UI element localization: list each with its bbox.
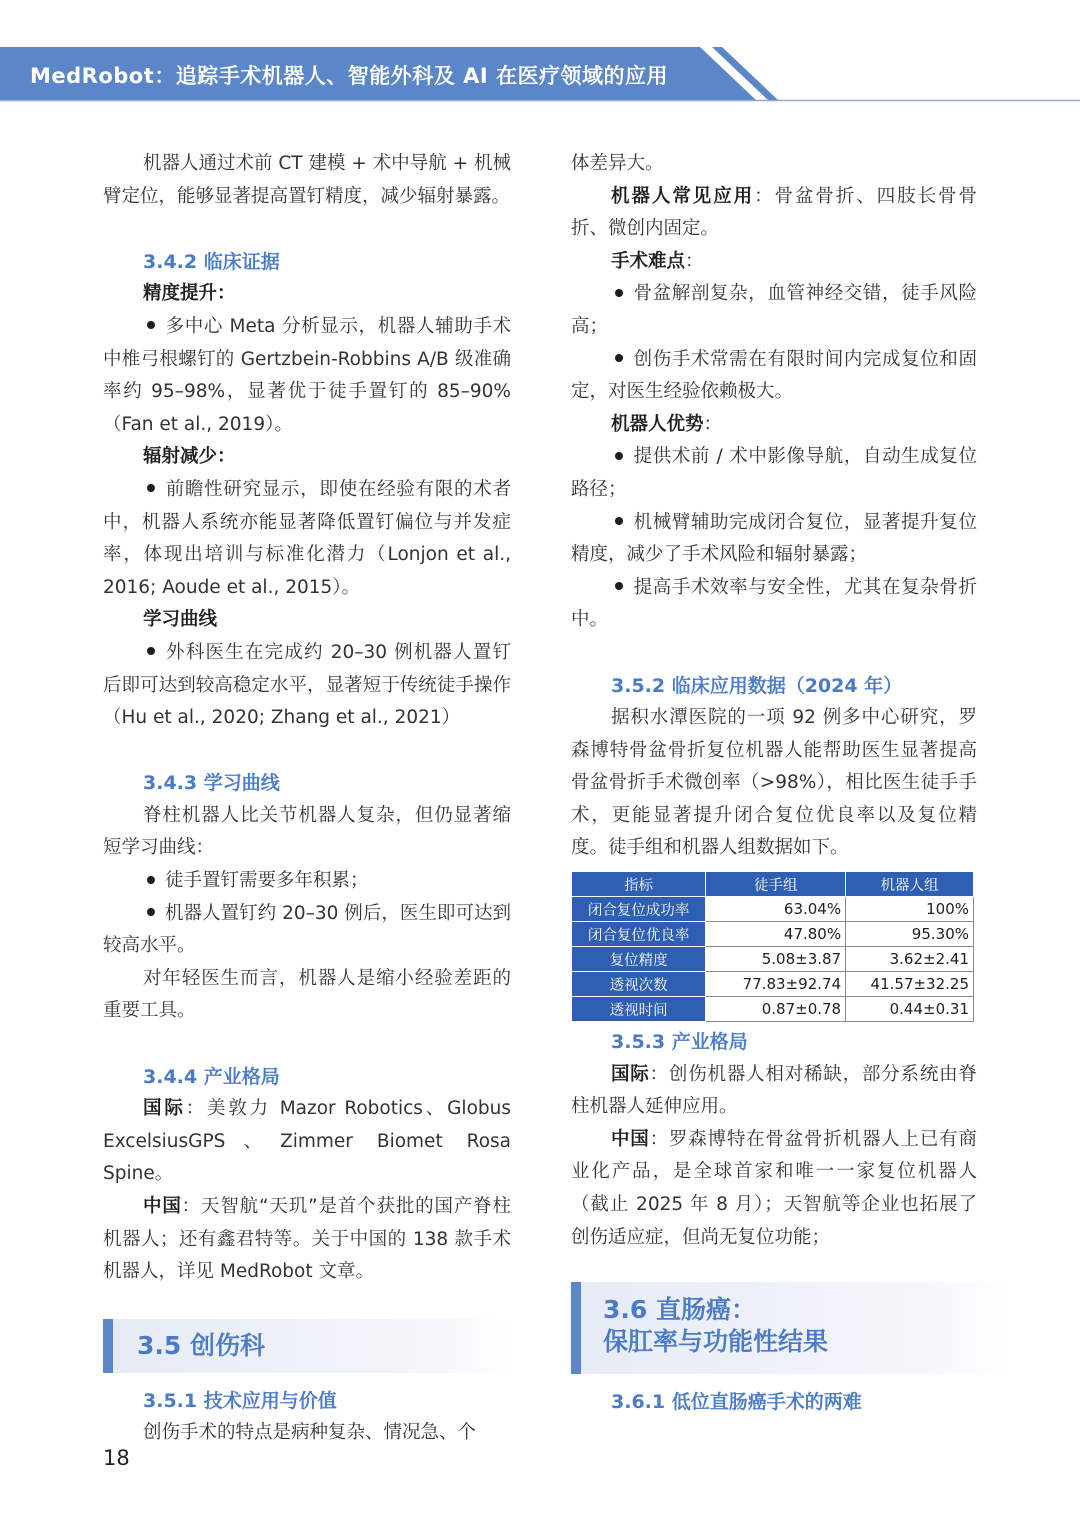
row-label: 闭合复位成功率 bbox=[572, 897, 706, 922]
advantage-bullet-3 bbox=[571, 572, 977, 637]
bullet-icon bbox=[615, 289, 623, 297]
comparison-table bbox=[571, 871, 974, 1022]
table-header: 指标 bbox=[572, 872, 706, 897]
precision-label: 精度提升： bbox=[143, 283, 236, 305]
table-cell: 77.83±92.74 bbox=[706, 972, 846, 997]
s343-bullet-1-text: 徒手置钉需要多年积累； bbox=[165, 870, 369, 892]
table-row bbox=[572, 997, 974, 1022]
radiation-label: 辐射减少： bbox=[143, 446, 236, 468]
table-cell: 5.08±3.87 bbox=[706, 947, 846, 972]
advantage-bullet-2 bbox=[571, 507, 977, 572]
table-cell: 95.30% bbox=[846, 922, 974, 947]
header-banner bbox=[0, 0, 1080, 105]
heading-3-4-2: 3.4.2 临床证据 bbox=[143, 250, 280, 273]
difficulty-1-text: 骨盆解剖复杂，血管神经交错，徒手风险高； bbox=[571, 283, 977, 337]
section-3-6-title-line-2: 保肛率与功能性结果 bbox=[603, 1327, 829, 1357]
s344-international bbox=[103, 1093, 511, 1191]
curve-text: 外科医生在完成约 20–30 例机器人置钉 后即可达到较高稳定水平，显著短于传统徒手操作（Hu et al., 2020; Zhang et al., 2021） bbox=[103, 641, 511, 729]
table-header: 机器人组 bbox=[846, 872, 974, 897]
s353-china bbox=[571, 1124, 977, 1254]
row-label: 透视次数 bbox=[572, 972, 706, 997]
advantage-bullet-1 bbox=[571, 441, 977, 506]
left-column bbox=[103, 148, 511, 1450]
section-3-6-box bbox=[571, 1282, 1006, 1374]
s343-bullet-2 bbox=[103, 898, 511, 963]
s344-china bbox=[103, 1191, 511, 1289]
difficulty-bullet-1 bbox=[571, 278, 977, 343]
table-cell: 47.80% bbox=[706, 922, 846, 947]
intl-text: ：美敦力 Mazor Robotics、Globus ExcelsiusGPS、Zimmer Biomet Rosa Spine。 bbox=[103, 1098, 511, 1185]
bullet-icon bbox=[615, 452, 623, 460]
bullet-icon bbox=[147, 647, 155, 655]
section-3-5-title: 3.5 创伤科 bbox=[137, 1330, 265, 1360]
bullet-icon bbox=[147, 321, 155, 329]
table-cell: 100% bbox=[846, 897, 974, 922]
section-3-6-title-line-1: 3.6 直肠癌： bbox=[603, 1295, 756, 1325]
precision-text: 多中心 Meta 分析显示，机器人辅助手术中椎弓根螺钉的 Gertzbein-Robbins A/B 级准确率约 95–98%，显著优于徒手置钉的 85–90%（Fan et al., 2019）。 bbox=[103, 315, 511, 435]
precision-bullet bbox=[103, 311, 511, 441]
table-cell: 63.04% bbox=[706, 897, 846, 922]
difficulty-label: 手术难点 bbox=[611, 250, 686, 272]
intl-text: ：创伤机器人相对稀缺，部分系统由脊柱机器人延伸应用。 bbox=[571, 1063, 977, 1118]
advantage-colon: ： bbox=[703, 413, 723, 435]
curve-label: 学习曲线 bbox=[143, 609, 218, 631]
s343-bullet-1 bbox=[103, 865, 511, 898]
china-text: ：天智航“天玑”是首个获批的国产脊柱机器人；还有鑫君特等。关于中国的 138 款手术机器人，详见 MedRobot 文章。 bbox=[103, 1196, 511, 1283]
heading-3-4-4: 3.4.4 产业格局 bbox=[143, 1065, 280, 1088]
applications bbox=[571, 181, 977, 246]
document-title: MedRobot：追踪手术机器人、智能外科及 AI 在医疗领域的应用 bbox=[30, 64, 668, 88]
heading-3-6-1: 3.6.1 低位直肠癌手术的两难 bbox=[611, 1391, 862, 1414]
s352-text: 据积水潭医院的一项 92 例多中心研究，罗森博特骨盆骨折复位机器人能帮助医生显著提高骨盆骨折手术微创率（>98%），相比医生徒手手术，更能显著提升闭合复位优良率以及复位精度。徒手组和机器人组数据如下。 bbox=[571, 707, 977, 859]
bullet-icon bbox=[615, 582, 623, 590]
row-label: 闭合复位优良率 bbox=[572, 922, 706, 947]
table-cell: 0.87±0.78 bbox=[706, 997, 846, 1022]
apps-label: 机器人常见应用 bbox=[611, 185, 755, 207]
intl-label: 国际 bbox=[611, 1063, 650, 1085]
advantage-2-text: 机械臂辅助完成闭合复位，显著提升复位精度，减少了手术风险和辐射暴露； bbox=[571, 511, 977, 566]
heading-3-5-2: 3.5.2 临床应用数据（2024 年） bbox=[611, 674, 903, 697]
s343-intro: 脊柱机器人比关节机器人复杂，但仍显著缩短学习曲线： bbox=[103, 804, 511, 859]
table-cell: 3.62±2.41 bbox=[846, 947, 974, 972]
advantage-3-text: 提高手术效率与安全性，尤其在复杂骨折中。 bbox=[571, 576, 977, 631]
bullet-icon bbox=[147, 876, 155, 884]
table-cell: 41.57±32.25 bbox=[846, 972, 974, 997]
advantage-1-text: 提供术前 / 术中影像导航，自动生成复位路径； bbox=[571, 446, 977, 500]
curve-bullet bbox=[103, 637, 511, 735]
right-column bbox=[571, 148, 977, 1419]
difficulty-colon: ： bbox=[685, 250, 704, 272]
china-label: 中国 bbox=[143, 1196, 182, 1217]
heading-3-5-1: 3.5.1 技术应用与价值 bbox=[143, 1389, 337, 1412]
radiation-text: 前瞻性研究显示，即使在经验有限的术者中，机器人系统亦能显著降低置钉偏位与并发症率，体现出培训与标准化潜力（Lonjon et al., 2016; Aoude et al., 2015）。 bbox=[103, 478, 511, 598]
bullet-icon bbox=[147, 908, 155, 916]
s351-text: 创伤手术的特点是病种复杂、情况急、个 bbox=[143, 1422, 477, 1444]
advantage-label: 机器人优势 bbox=[611, 413, 704, 435]
heading-3-4-3: 3.4.3 学习曲线 bbox=[143, 772, 280, 795]
difficulty-bullet-2 bbox=[571, 344, 977, 409]
table-header-row bbox=[572, 872, 974, 897]
apps-text: ：骨盆骨折、四肢长骨骨折、微创内固定。 bbox=[571, 185, 977, 240]
continued-text: 体差异大。 bbox=[571, 153, 664, 174]
row-label: 透视时间 bbox=[572, 997, 706, 1022]
china-label: 中国 bbox=[611, 1128, 650, 1150]
bullet-icon bbox=[615, 517, 623, 525]
table-row bbox=[572, 897, 974, 922]
section-3-5-box bbox=[103, 1319, 511, 1373]
intl-label: 国际 bbox=[143, 1098, 186, 1120]
table-row bbox=[572, 947, 974, 972]
table-header: 徒手组 bbox=[706, 872, 846, 897]
china-text: ：罗森博特在骨盆骨折机器人上已有商业化产品，是全球首家和唯一一家复位机器人（截止 2025 年 8 月）；天智航等企业也拓展了创伤适应症，但尚无复位功能； bbox=[571, 1128, 977, 1248]
difficulty-2-text: 创伤手术常需在有限时间内完成复位和固定，对医生经验依赖极大。 bbox=[571, 348, 977, 403]
radiation-bullet bbox=[103, 474, 511, 604]
table-row bbox=[572, 972, 974, 997]
s353-international bbox=[571, 1059, 977, 1124]
s343-closing: 对年轻医生而言，机器人是缩小经验差距的重要工具。 bbox=[103, 967, 511, 1022]
bullet-icon bbox=[615, 354, 623, 362]
bullet-icon bbox=[147, 484, 155, 492]
heading-3-5-3: 3.5.3 产业格局 bbox=[611, 1031, 748, 1054]
page-number: 18 bbox=[103, 1446, 130, 1470]
intro-paragraph: 机器人通过术前 CT 建模 + 术中导航 + 机械臂定位，能够显著提高置钉精度，减少辐射暴露。 bbox=[103, 153, 512, 207]
s343-bullet-2-text: 机器人置钉约 20–30 例后，医生即可达到较高水平。 bbox=[103, 902, 511, 957]
table-cell: 0.44±0.31 bbox=[846, 997, 974, 1022]
row-label: 复位精度 bbox=[572, 947, 706, 972]
table-row bbox=[572, 922, 974, 947]
